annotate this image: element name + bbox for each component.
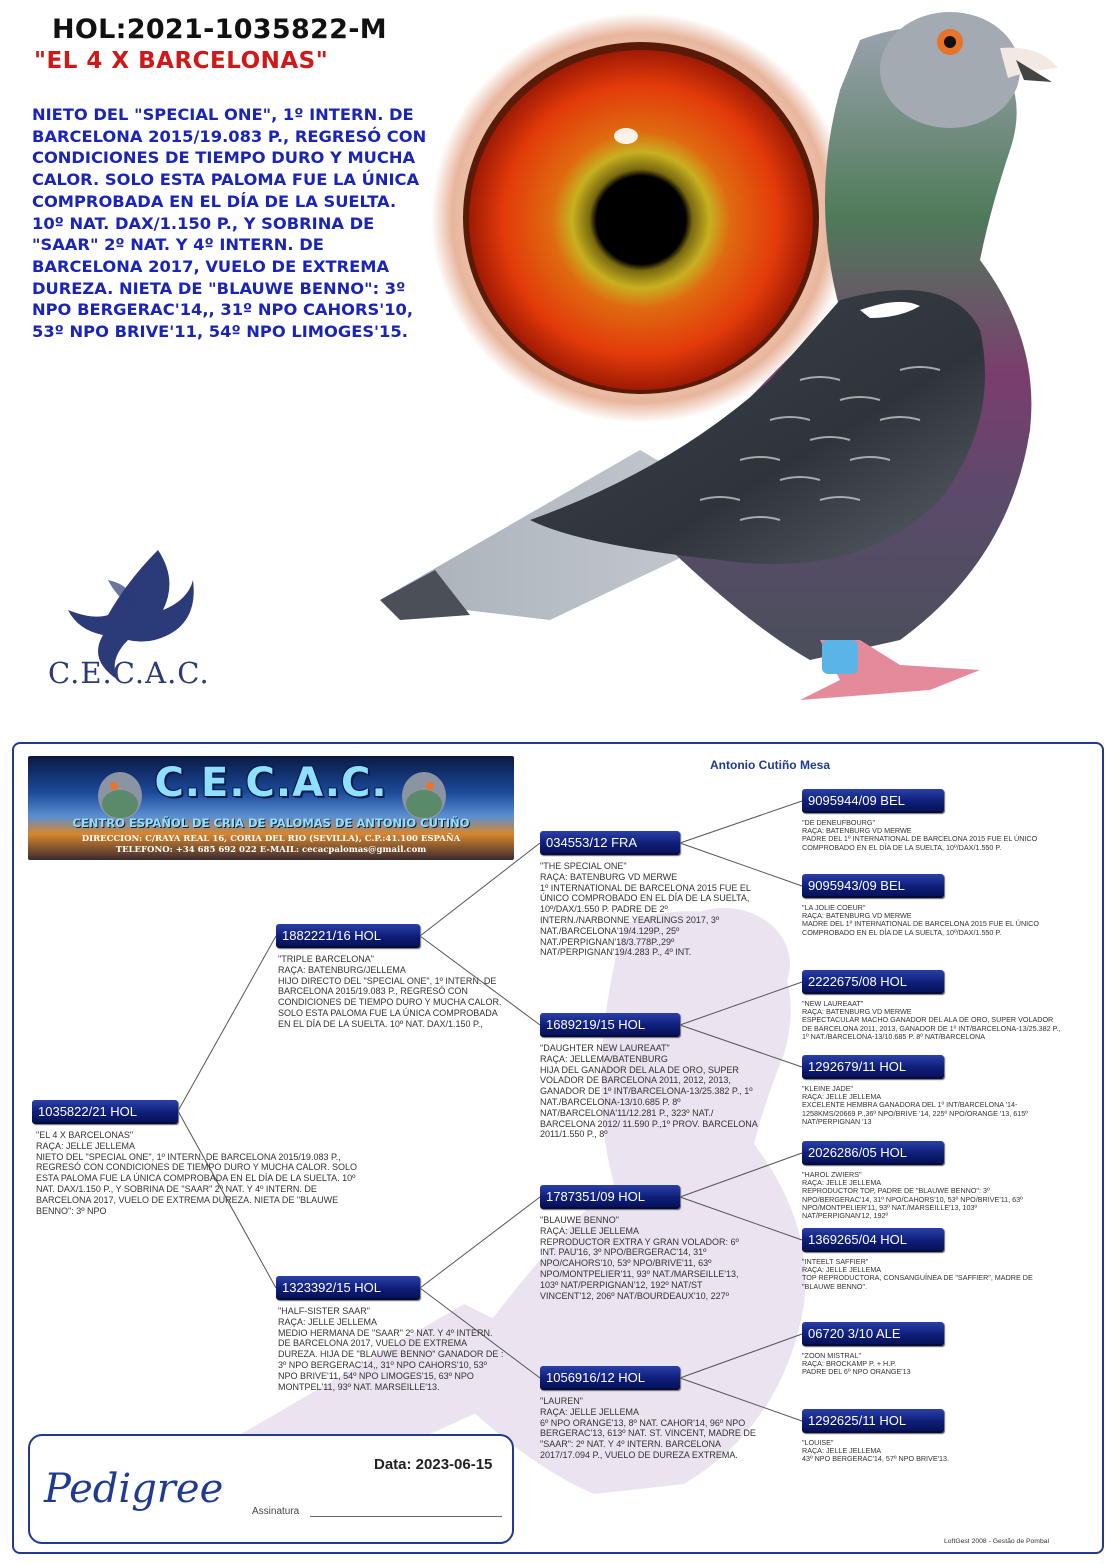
paternal-grandfather-info: "THE SPECIAL ONE" RAÇA: BATENBURG VD MERWE 1º INTERNATIONAL DE BARCELONA 2015 FUE EL ÚNICO COMPROBADO EN EL DÍA DE LA SUELTA, 10º/DAX/1.550 P. PADRE DE 2º INTERN./NARBONNE YEARLINGS 2017, 3º NAT./BARCELONA'19/4.129P., 25º NAT./PERPIGNAN'18/3.778P.,29º NAT/PERPIGNAN'19/4.283 P., 4º INT.	[540, 861, 751, 958]
pedigree-chart	[12, 742, 1104, 1554]
paternal-grandfather-ring-node[interactable]: 034553/12 FRA	[540, 831, 680, 855]
banner-subtitle: CENTRO ESPAÑOL DE CRIA DE PALOMAS DE ANTONIO CUTIÑO	[72, 816, 470, 830]
ggp-mff-info: "HAROL ZWIERS" RAÇA: JELLE JELLEMA REPRODUCTOR TOP, PADRE DE "BLAUWE BENNO": 3º NPO/BERGERAC'14, 31º NPO/CAHORS'10, 53º NPO/BRIVE'11, 63º NPO/MONTPELIER'11, 93º NAT./MARSEILLE'13, 103º NAT/PERPIGNAN'12, 192º	[802, 1170, 1023, 1221]
owner-name: Antonio Cutiño Mesa	[710, 758, 830, 772]
ggp-fff-ring-node[interactable]: 9095944/09 BEL	[802, 789, 944, 813]
banner-phone: TELEFONO: +34 685 692 022 E-MAIL: cecacpalomas@gmail.com	[115, 845, 427, 855]
pedigree-script-title: Pedigree	[44, 1466, 224, 1512]
maternal-grandmother-info: "LAUREN" RAÇA: JELLE JELLEMA 6º NPO ORANGE'13, 8º NAT. CAHOR'14, 96º NPO BERGERAC'13, 613º NAT. ST. VINCENT, MADRE DE "SAAR": 2º NAT. Y 4º INTERN. BARCELONA 2017/17.094 P., VUELO DE DUREZA EXTREMA.	[540, 1396, 756, 1460]
signature-label: Assinatura	[252, 1506, 300, 1517]
ggp-mff-ring-node[interactable]: 2026286/05 HOL	[802, 1141, 944, 1165]
ggp-ffm-info: "LA JOLIE COEUR" RAÇA: BATENBURG VD MERWE MADRE DEL 1º INTERNATIONAL DE BARCELONA 2015 FUE EL ÚNICO COMPROBADO EN EL DÍA DE LA SUELTA, 10º/DAX/1.550 P.	[802, 903, 1039, 937]
ggp-ffm-ring-node[interactable]: 9095943/09 BEL	[802, 874, 944, 898]
ggp-mmm-info: "LOUISE" RAÇA: JELLE JELLEMA 43º NPO BERGERAC'14, 57º NPO BRIVE'13.	[802, 1438, 950, 1464]
subject-ring-node[interactable]: 1035822/21 HOL	[32, 1100, 178, 1124]
ggp-fmm-ring-node[interactable]: 1292679/11 HOL	[802, 1055, 944, 1079]
ggp-mmf-info: "ZOON MISTRAL" RAÇA: BROCKAMP P. + H.P. PADRE DEL 6º NPO ORANGE'13	[802, 1351, 911, 1377]
cecac-banner	[28, 756, 514, 860]
banner-contact	[28, 834, 514, 856]
pigeon-body-image	[340, 0, 1110, 715]
signature-line[interactable]	[310, 1516, 502, 1517]
banner-title: C.E.C.A.C.	[154, 760, 388, 806]
cecac-logo-text: C.E.C.A.C.	[48, 656, 210, 690]
paternal-grandmother-info: "DAUGHTER NEW LAUREAAT" RAÇA: JELLEMA/BATENBURG HIJA DEL GANADOR DEL ALA DE ORO, SUPER VOLADOR DE BARCELONA 2011, 2012, 2013, GANADOR DE 1º INT/BARCELONA-13/25.382 P., 1º NAT./BARCELONA-13/10.685 P. 8º NAT/BARCELONA'11/12.281 P., 323º NAT./ BARCELONA 2012/ 11.590 P.,1º PROV. BARCELONA 2011/1.550 P., 8º	[540, 1043, 758, 1140]
mother-ring-node[interactable]: 1323392/15 HOL	[276, 1276, 420, 1300]
pedigree-date: Data: 2023-06-15	[374, 1456, 493, 1473]
ggp-fff-info: "DE DENEUFBOURG" RAÇA: BATENBURG VD MERWE PADRE DEL 1º INTERNATIONAL DE BARCELONA 2015 FUE EL ÚNICO COMPROBADO EN EL DÍA DE LA SUELTA, 10º/DAX/1.550 P.	[802, 818, 1038, 852]
maternal-grandmother-ring-node[interactable]: 1056916/12 HOL	[540, 1366, 680, 1390]
ggp-fmf-info: "NEW LAUREAAT" RAÇA: BATENBURG VD MERWE ESPECTACULAR MACHO GANADOR DEL ALA DE ORO, SUPER VOLADOR DE BARCELONA 2011, 2013, GANADOR DE 1º INT/BARCELONA-13/25.382 P., 1º NAT./BARCELONA-13/10.685 P. 8º NAT/BARCELONA	[802, 999, 1061, 1041]
ggp-fmm-info: "KLEINE JADE" RAÇA: JELLE JELLEMA EXCELENTE HEMBRA GANADORA DEL 1º INT/BARCELONA '14-1258KMS/20669 P.,36º NPO/BRIVE '14, 225º NPO/ORANGE '13, 615º NAT/PERPIGNAN '13	[802, 1084, 1028, 1126]
pigeon-ring-title: HOL:2021-1035822-M	[52, 14, 387, 45]
pigeon-name-title: "EL 4 X BARCELONAS"	[34, 48, 329, 74]
father-info: "TRIPLE BARCELONA" RAÇA: BATENBURG/JELLEMA HIJO DIRECTO DEL "SPECIAL ONE", 1º INTERN. DE BARCELONA 2015/19.083 P., REGRESÓ CON CONDICIONES DE TIEMPO DURO Y MUCHA CALOR. SOLO ESTA PALOMA FUE LA ÚNICA COMPROBADA EN EL DÍA DE LA SUELTA. 10º NAT. DAX/1.150 P.,	[278, 954, 502, 1029]
maternal-grandfather-ring-node[interactable]: 1787351/09 HOL	[540, 1185, 680, 1209]
ggp-mfm-info: "INTEELT SAFFIER" RAÇA: JELLE JELLEMA TOP REPRODUCTORA, CONSANGUÍNEA DE "SAFFIER", MADRE DE "BLAUWE BENNO".	[802, 1257, 1033, 1291]
banner-address: DIRECCION: C/RAYA REAL 16, CORIA DEL RIO (SEVILLA), C.P.:41.100 ESPAÑA	[81, 834, 461, 844]
ggp-mmm-ring-node[interactable]: 1292625/11 HOL	[802, 1409, 944, 1433]
ggp-mfm-ring-node[interactable]: 1369265/04 HOL	[802, 1228, 944, 1252]
ggp-mmf-ring-node[interactable]: 06720 3/10 ALE	[802, 1322, 944, 1346]
paternal-grandmother-ring-node[interactable]: 1689219/15 HOL	[540, 1013, 680, 1037]
father-ring-node[interactable]: 1882221/16 HOL	[276, 924, 420, 948]
maternal-grandfather-info: "BLAUWE BENNO" RAÇA: JELLE JELLEMA REPRODUCTOR EXTRA Y GRAN VOLADOR: 6º INT. PAU'16, 3º NPO/BERGERAC'14, 31º NPO/CAHORS'10, 53º NPO/BRIVE'11, 63º NPO/MONTPELIER'11, 93º NAT./MARSEILLE'13, 103º NAT/PERPIGNAN'12, 192º NAT/ST VINCENT'12, 206º NAT/BOURDEAUX'10, 227º	[540, 1215, 739, 1301]
software-credit: LoftGest 2008 - Gestão de Pombal	[944, 1538, 1050, 1545]
pigeon-description: NIETO DEL "SPECIAL ONE", 1º INTERN. DE BARCELONA 2015/19.083 P., REGRESÓ CON CONDICIONES DE TIEMPO DURO Y MUCHA CALOR. SOLO ESTA PALOMA FUE LA ÚNICA COMPROBADA EN EL DÍA DE LA SUELTA. 10º NAT. DAX/1.150 P., Y SOBRINA DE "SAAR" 2º NAT. Y 4º INTERN. DE BARCELONA 2017, VUELO DE EXTREMA DUREZA. NIETA DE "BLAUWE BENNO": 3º NPO BERGERAC'14,, 31º NPO CAHORS'10, 53º NPO BRIVE'11, 54º NPO LIMOGES'15.	[32, 105, 427, 342]
ggp-fmf-ring-node[interactable]: 2222675/08 HOL	[802, 970, 944, 994]
pedigree-footer-box	[28, 1434, 514, 1544]
mother-info: "HALF-SISTER SAAR" RAÇA: JELLE JELLEMA MEDIO HERMANA DE "SAAR" 2º NAT. Y 4º INTERN. DE BARCELONA 2017, VUELO DE EXTREMA DUREZA. HIJA DE "BLAUWE BENNO" GANADOR DE : 3º NPO BERGERAC'14,, 31º NPO CAHORS'10, 53º NPO BRIVE'11, 54º NPO LIMOGES'15, 63º NPO MONTPEL'11, 93º NAT. MARSEILLE'13.	[278, 1306, 504, 1392]
subject-info: "EL 4 X BARCELONAS" RAÇA: JELLE JELLEMA NIETO DEL "SPECIAL ONE", 1º INTERN. DE BARCELONA 2015/19.083 P., REGRESÓ CON CONDICIONES DE TIEMPO DURO Y MUCHA CALOR. SOLO ESTA PALOMA FUE LA ÚNICA COMPROBADA EN EL DÍA DE LA SUELTA. 10º NAT. DAX/1.150 P., Y SOBRINA DE "SAAR" 2º NAT. Y 4º INTERN. DE BARCELONA 2017, VUELO DE EXTREMA DUREZA. NIETA DE "BLAUWE BENNO": 3º NPO	[36, 1130, 358, 1216]
